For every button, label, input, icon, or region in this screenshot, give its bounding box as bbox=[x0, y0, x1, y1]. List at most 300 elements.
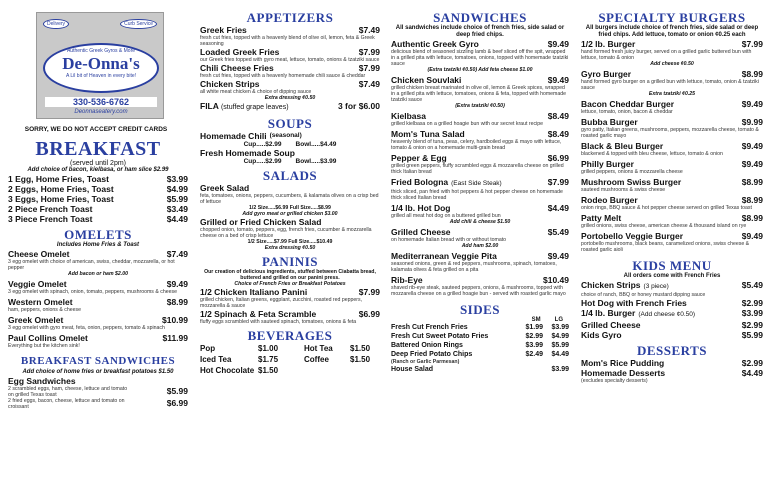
menu-item bbox=[581, 99, 763, 109]
item-price: $3.99 bbox=[741, 308, 763, 318]
item-detail: (East Side Steak) bbox=[451, 180, 502, 187]
item-note: Add gyro meat or grilled chicken $3.00 bbox=[242, 211, 338, 217]
item-price: $9.49 bbox=[741, 141, 763, 151]
breakfast-section bbox=[8, 138, 188, 410]
item-name-wrap bbox=[200, 309, 316, 319]
beverage-price: $1.50 bbox=[350, 344, 371, 353]
item-name-wrap bbox=[200, 79, 260, 89]
side-sm-price: $2.99 bbox=[525, 333, 543, 340]
item-price: $9.49 bbox=[547, 251, 569, 261]
item-name-wrap bbox=[391, 129, 465, 139]
item-description: all white meat chicken & choice of dipping sauce bbox=[200, 89, 312, 95]
logo-phone: 330-536-6762 bbox=[45, 97, 157, 107]
item-name: Bubba Burger bbox=[581, 117, 638, 127]
item-price: $7.99 bbox=[358, 287, 380, 297]
item-name-wrap bbox=[8, 297, 73, 307]
item-price: $10.49 bbox=[543, 275, 569, 285]
item-note: Extra dressing ¢0.50 bbox=[264, 245, 316, 251]
item-name-wrap bbox=[391, 177, 502, 189]
menu-item bbox=[200, 287, 380, 297]
item-name: Patty Melt bbox=[581, 213, 622, 223]
item-price: $8.49 bbox=[547, 111, 569, 121]
item-detail: (Add cheese ¢0.50) bbox=[638, 311, 696, 318]
item-name-wrap bbox=[8, 184, 114, 194]
item-description: (excludes specialty desserts) bbox=[581, 378, 648, 384]
egg-sandwiches-heading: Egg Sandwiches bbox=[8, 376, 76, 386]
menu-item bbox=[8, 333, 188, 343]
salad-item bbox=[200, 217, 380, 227]
side-lg-price: $5.99 bbox=[551, 342, 569, 349]
item-description: shaved rib-eye steak, sauteed peppers, onions, & mushrooms, topped with mozzarella cheese on a grilled hoagie bun - served with roasted garlic mayo bbox=[391, 285, 566, 297]
menu-item bbox=[581, 308, 763, 320]
item-description: feta, tomatoes, onions, peppers, cucumbers, & kalamata olives on a crisp bed of lettuce bbox=[200, 193, 379, 205]
item-price: $2.99 bbox=[741, 320, 763, 330]
menu-item bbox=[391, 153, 569, 163]
appetizers-list bbox=[200, 25, 380, 101]
side-sm-price: $3.99 bbox=[525, 342, 543, 349]
item-name: 1/4 lb. Hot Dog bbox=[391, 203, 451, 213]
item-name-wrap bbox=[391, 39, 479, 49]
item-name: Rodeo Burger bbox=[581, 195, 638, 205]
item-description: gyro patty, Italian greens, mushrooms, peppers, mozzarella cheese, tomato & roasted garlic mayo bbox=[581, 127, 759, 139]
item-name-wrap bbox=[200, 47, 279, 57]
item-name: 3 Eggs, Home Fries, Toast bbox=[8, 194, 114, 204]
soups-title: SOUPS bbox=[267, 116, 313, 131]
breakfast-sandwiches-sub: Add choice of home fries or breakfast potatoes $1.50 bbox=[22, 369, 174, 375]
item-name-wrap bbox=[391, 227, 451, 237]
item-name: 1/2 lb. Burger bbox=[581, 39, 636, 49]
item-name-wrap bbox=[391, 153, 447, 163]
item-name: Mom's Tuna Salad bbox=[391, 129, 465, 139]
beverage-price: $1.50 bbox=[350, 355, 371, 364]
item-name: Veggie Omelet bbox=[8, 279, 67, 289]
salads-list bbox=[200, 183, 380, 251]
sides-list bbox=[391, 323, 569, 374]
item-name: Grilled Cheese bbox=[391, 227, 451, 237]
sides-lg-label: LG bbox=[554, 317, 563, 323]
item-name-wrap bbox=[8, 333, 88, 343]
beverage-name: Iced Tea bbox=[200, 355, 232, 364]
side-sm-price: $2.49 bbox=[525, 351, 543, 358]
item-price: $7.99 bbox=[358, 63, 380, 73]
kids-menu-title: KIDS MENU bbox=[632, 258, 712, 273]
item-price: $8.99 bbox=[741, 69, 763, 79]
item-description: fresh cut fries, topped with a heavenly blend of olive oil, lemon, feta & Greek seasoning bbox=[200, 35, 375, 47]
beverage-name: Pop bbox=[200, 344, 216, 353]
item-name-wrap bbox=[581, 298, 687, 308]
item-name: 1/2 Spinach & Feta Scramble bbox=[200, 309, 317, 319]
soups-list bbox=[200, 131, 380, 165]
menu-item bbox=[391, 75, 569, 85]
menu-item bbox=[391, 203, 569, 213]
item-description: fluffy eggs scrambled with sauteed spinach, tomatoes, onions & feta bbox=[200, 319, 357, 325]
omelets-title: OMELETS bbox=[64, 227, 132, 242]
item-price: $9.99 bbox=[741, 117, 763, 127]
item-description: thick sliced, pan fried with hot peppers & hot pepper cheese on homemade thick sliced Italian bread bbox=[391, 189, 563, 201]
menu-item bbox=[581, 39, 763, 49]
soup-name: Fresh Homemade Soup bbox=[200, 148, 295, 158]
item-price: $8.49 bbox=[547, 129, 569, 139]
menu-item bbox=[581, 159, 763, 169]
item-description: delicious blend of seasoned sizzling lamb & beef sliced off the spit, wrapped in a grilled pita with lettuce, tomatoes, onions, topped with homemade tzatziki sauce bbox=[391, 49, 569, 67]
item-name-wrap bbox=[391, 75, 461, 85]
logo-tagline: Authentic Greek Gyros & More bbox=[66, 48, 136, 54]
item-note: Extra dressing ¢0.50 bbox=[264, 95, 316, 101]
item-name: 3 Piece French Toast bbox=[8, 214, 93, 224]
item-price: $2.99 bbox=[741, 358, 763, 368]
item-price: $6.99 bbox=[547, 153, 569, 163]
salad-name: Grilled or Fried Chicken Salad bbox=[200, 217, 322, 227]
menu-item bbox=[581, 330, 763, 340]
breakfast-served: (served until 2pm) bbox=[69, 160, 127, 167]
logo-slogan: A Lil bit of Heaven in every bite! bbox=[65, 73, 137, 79]
side-sm-price: $1.99 bbox=[525, 324, 543, 331]
item-name: Grilled Cheese bbox=[581, 320, 641, 330]
column-burgers bbox=[577, 0, 768, 497]
side-item bbox=[391, 323, 569, 332]
item-price: $9.49 bbox=[166, 279, 188, 289]
item-name: Mushroom Swiss Burger bbox=[581, 177, 682, 187]
item-name-wrap bbox=[8, 315, 63, 325]
item-price: $5.99 bbox=[166, 386, 188, 396]
item-name-wrap bbox=[581, 99, 674, 109]
item-price: $4.99 bbox=[166, 184, 188, 194]
soup-bowl-price: Bowl.....$4.49 bbox=[295, 141, 337, 148]
fila-name: FILA bbox=[200, 101, 219, 111]
beverage-price: $1.00 bbox=[258, 344, 279, 353]
beverage-row bbox=[200, 365, 380, 376]
item-description: choice of ranch, BBQ or honey mustard dipping sauce bbox=[581, 292, 706, 298]
beverage-row bbox=[200, 343, 380, 354]
burgers-list bbox=[581, 39, 763, 255]
item-price: $5.99 bbox=[166, 194, 188, 204]
item-price: $6.99 bbox=[358, 309, 380, 319]
beverage-row bbox=[200, 354, 380, 365]
beverages-title: BEVERAGES bbox=[247, 328, 333, 343]
item-name: Rib-Eye bbox=[391, 275, 423, 285]
menu-item bbox=[581, 141, 763, 151]
side-item bbox=[391, 332, 569, 341]
egg-sandwich-item bbox=[8, 386, 188, 398]
side-item bbox=[391, 365, 569, 374]
side-item bbox=[391, 350, 569, 359]
item-price: $9.49 bbox=[741, 159, 763, 169]
salad-item bbox=[200, 183, 380, 193]
item-description: grilled chicken breast marinated in olive oil, lemon & Greek spices, wrapped in a grilled pita with lettuce, tomatoes, onions & feta, topped with homemade tzatziki sauce bbox=[391, 85, 567, 103]
item-note: Add cheese ¢0.50 bbox=[650, 61, 694, 67]
beverage-name bbox=[304, 365, 350, 376]
item-description: portobello mushrooms, black beans, caramelized onions, swiss cheese & roasted garlic aioli bbox=[581, 241, 750, 253]
menu-item bbox=[8, 214, 188, 224]
menu-item bbox=[581, 177, 763, 187]
fila-item bbox=[200, 101, 380, 113]
item-price: $8.99 bbox=[741, 213, 763, 223]
soup-cup-price: Cup.....$2.99 bbox=[243, 141, 282, 148]
item-name: Mom's Rice Pudding bbox=[581, 358, 665, 368]
specialty-burgers-sub: All burgers include choice of french fries, side salad or deep fried chips. Add lettuce, tomato or onion ¢0.25 each bbox=[585, 25, 759, 38]
beverage-price bbox=[350, 365, 380, 376]
kids-menu-sub: All orders come with French Fries bbox=[623, 273, 721, 279]
item-name-wrap bbox=[391, 203, 451, 213]
item-name: Kids Gyro bbox=[581, 330, 622, 340]
menu-item bbox=[581, 368, 763, 378]
omelets-sub: Includes Home Fries & Toast bbox=[56, 242, 140, 248]
side-lg-price: $3.99 bbox=[551, 366, 569, 373]
item-name: Greek Omelet bbox=[8, 315, 64, 325]
item-name-wrap bbox=[581, 308, 695, 320]
item-name: Hot Dog with French Fries bbox=[581, 298, 687, 308]
item-name-wrap bbox=[581, 141, 663, 151]
item-description: lettuce, tomato, onion, bacon & cheddar bbox=[581, 109, 673, 115]
item-price: $6.99 bbox=[166, 398, 188, 408]
item-name-wrap bbox=[200, 25, 247, 35]
item-description: grilled peppers, onions & mozzarella cheese bbox=[581, 169, 683, 175]
item-description: chopped onion, tomato, peppers, egg, french fries, cucumber & mozzarella cheese on a bed of crisp lettuce bbox=[200, 227, 372, 239]
side-name: Battered Onion Rings bbox=[391, 342, 463, 349]
item-price: $8.99 bbox=[741, 177, 763, 187]
menu-item bbox=[8, 204, 188, 214]
sides-sm-label: SM bbox=[531, 317, 541, 323]
side-item bbox=[391, 341, 569, 350]
menu-item bbox=[391, 251, 569, 261]
item-name-wrap bbox=[581, 117, 638, 127]
breakfast-list bbox=[8, 174, 188, 224]
item-price: $3.49 bbox=[166, 204, 188, 214]
item-name: Kielbasa bbox=[391, 111, 426, 121]
item-name-wrap bbox=[391, 111, 426, 121]
side-name: Deep Fried Potato Chips bbox=[391, 351, 473, 358]
item-name: Chicken Strips bbox=[581, 280, 641, 290]
item-name-wrap bbox=[200, 287, 307, 297]
restaurant-logo bbox=[36, 12, 164, 119]
omelets-list bbox=[8, 249, 188, 351]
item-name: 1/4 lb. Burger bbox=[581, 308, 636, 318]
item-name: Paul Collins Omelet bbox=[8, 333, 88, 343]
item-name: Gyro Burger bbox=[581, 69, 632, 79]
item-name: 1 Egg, Home Fries, Toast bbox=[8, 174, 109, 184]
egg-sandwich-item bbox=[8, 398, 188, 410]
sandwiches-title: SANDWICHES bbox=[433, 10, 527, 25]
kids-menu-list bbox=[581, 280, 763, 340]
item-name: Authentic Greek Gyro bbox=[391, 39, 479, 49]
item-name: 1/2 Chicken Italiano Panini bbox=[200, 287, 308, 297]
item-price: $4.49 bbox=[741, 368, 763, 378]
item-name-wrap bbox=[8, 194, 114, 204]
logo-name: De-Onna's bbox=[62, 54, 140, 73]
fila-price: 3 for $6.00 bbox=[337, 101, 380, 111]
item-note: (Extra tzatziki ¢0.50) Add feta cheese $1.00 bbox=[427, 67, 533, 73]
delivery-badge: Delivery bbox=[43, 19, 69, 29]
item-name: Portobello Veggie Burger bbox=[581, 231, 684, 241]
beverage-price: $1.75 bbox=[258, 355, 279, 364]
item-name-wrap bbox=[8, 214, 92, 224]
item-price: $3.99 bbox=[166, 174, 188, 184]
item-name: Bacon Cheddar Burger bbox=[581, 99, 675, 109]
item-price: $9.49 bbox=[741, 231, 763, 241]
salad-sizes: 1/2 Size.....$7.99 Full Size.....$10.49 bbox=[247, 239, 333, 245]
item-name: Cheese Omelet bbox=[8, 249, 70, 259]
item-description: hand formed gyro burger on a grilled bun with lettuce, tomato, onion & tzatziki sauce bbox=[581, 79, 759, 91]
item-name-wrap bbox=[8, 204, 92, 214]
item-name: Homemade Desserts bbox=[581, 368, 666, 378]
item-price: $4.49 bbox=[166, 214, 188, 224]
soup-sizes bbox=[200, 158, 380, 165]
column-breakfast bbox=[0, 0, 192, 497]
item-description: on homemade Italian bread with or without tomato bbox=[391, 237, 507, 243]
menu-item bbox=[200, 63, 380, 73]
item-price: $7.99 bbox=[547, 177, 569, 187]
menu-item bbox=[391, 111, 569, 121]
item-name: 2 Piece French Toast bbox=[8, 204, 93, 214]
item-detail: (3 piece) bbox=[643, 283, 669, 290]
menu-item bbox=[8, 279, 188, 289]
item-name-wrap bbox=[581, 280, 669, 292]
item-description: ham, peppers, onions & cheese bbox=[8, 307, 81, 313]
menu-item bbox=[391, 177, 569, 189]
soup-cup-price: Cup.....$2.99 bbox=[243, 158, 282, 165]
item-price: $7.49 bbox=[166, 249, 188, 259]
item-price: $5.49 bbox=[741, 280, 763, 290]
item-name-wrap bbox=[8, 174, 109, 184]
soup-name: Homemade Chili bbox=[200, 131, 267, 141]
side-name: House Salad bbox=[391, 366, 434, 373]
item-note: Extra tzatziki ¢0.25 bbox=[648, 91, 696, 97]
menu-item bbox=[8, 194, 188, 204]
menu-item bbox=[581, 213, 763, 223]
item-description: 3 egg omelet with choice of american, swiss, cheddar, mozzarella, or hot pepper bbox=[8, 259, 175, 271]
menu-item bbox=[391, 129, 569, 139]
item-description: seasoned onions, green & red peppers, mushrooms, spinach, tomatoes, kalamata olives & feta grilled on a pita bbox=[391, 261, 557, 273]
menu-item bbox=[200, 25, 380, 35]
side-lg-price: $3.99 bbox=[551, 324, 569, 331]
item-name-wrap bbox=[581, 358, 664, 368]
item-price: $9.49 bbox=[741, 99, 763, 109]
beverage-name: Hot Chocolate bbox=[200, 366, 255, 375]
item-name-wrap bbox=[581, 159, 634, 169]
soup-bowl-price: Bowl.....$3.99 bbox=[295, 158, 337, 165]
soup-item bbox=[200, 131, 380, 141]
menu-item bbox=[200, 309, 380, 319]
item-name: Chicken Souvlaki bbox=[391, 75, 462, 85]
item-price: $7.49 bbox=[358, 79, 380, 89]
item-name-wrap bbox=[8, 249, 69, 259]
side-lg-price: $4.49 bbox=[551, 351, 569, 358]
item-price: $9.49 bbox=[547, 75, 569, 85]
soup-item bbox=[200, 148, 380, 158]
item-description: grilled green peppers, fluffy scrambled eggs & mozzarella cheese on grilled thick Italian bread bbox=[391, 163, 564, 175]
item-name-wrap bbox=[581, 231, 683, 241]
item-name-wrap bbox=[581, 39, 635, 49]
item-price: $4.49 bbox=[547, 203, 569, 213]
chips-note: (Ranch or Garlic Parmesan) bbox=[391, 359, 460, 365]
item-name: Chicken Strips bbox=[200, 79, 260, 89]
beverage-price: $1.50 bbox=[258, 366, 279, 375]
menu-item bbox=[581, 231, 763, 241]
item-description: sauteed mushrooms & swiss cheese bbox=[581, 187, 666, 193]
specialty-burgers-title: SPECIALTY BURGERS bbox=[598, 10, 746, 25]
side-lg-price: $4.99 bbox=[551, 333, 569, 340]
desserts-title: DESSERTS bbox=[636, 343, 708, 358]
item-description: grilled onions, swiss cheese, american cheese & thousand island on rye bbox=[581, 223, 747, 229]
breakfast-addon: Add choice of bacon, kielbasa, or ham slice $2.99 bbox=[27, 167, 169, 173]
item-note: Add chili & cheese $1.50 bbox=[449, 219, 511, 225]
menu-item bbox=[581, 195, 763, 205]
item-price: $5.99 bbox=[741, 330, 763, 340]
item-description: Everything but the kitchen sink! bbox=[8, 343, 80, 349]
menu-item bbox=[8, 184, 188, 194]
side-sm-price bbox=[515, 365, 543, 374]
item-description: grilled all meat hot dog on a buttered grilled bun bbox=[391, 213, 501, 219]
soup-sizes bbox=[200, 141, 380, 148]
item-name-wrap bbox=[8, 279, 67, 289]
item-price: $5.49 bbox=[547, 227, 569, 237]
item-description: 2 fried eggs, bacon, cheese, lettuce and tomato on croissant bbox=[8, 398, 125, 410]
item-name-wrap bbox=[581, 213, 621, 223]
item-name-wrap bbox=[581, 330, 622, 340]
side-name: Fresh Cut French Fries bbox=[391, 324, 468, 331]
item-description: grilled chicken, Italian greens, eggplant, zucchini, roasted red peppers, mozzarella & sauce bbox=[200, 297, 363, 309]
side-name: Fresh Cut Sweet Potato Fries bbox=[391, 333, 489, 340]
item-description: blackened & topped with bleu cheese, lettuce, tomato & onion bbox=[581, 151, 723, 157]
item-price: $7.99 bbox=[358, 47, 380, 57]
item-description: our Greek fries topped with gyro meat, lettuce, tomato, onions & tzatziki sauce bbox=[200, 57, 380, 63]
item-name-wrap bbox=[391, 251, 497, 261]
menu-item bbox=[200, 79, 380, 89]
item-name-wrap bbox=[581, 177, 681, 187]
column-appetizers bbox=[196, 0, 384, 497]
item-description: 3 egg omelet with spinach, onion, tomato, peppers, mushrooms & cheese bbox=[8, 289, 177, 295]
menu-item bbox=[581, 298, 763, 308]
sandwiches-list bbox=[391, 39, 569, 299]
desserts-list bbox=[581, 358, 763, 384]
item-note: Add bacon or ham $2.00 bbox=[68, 271, 128, 277]
beverages-list bbox=[200, 343, 380, 376]
menu-item bbox=[581, 117, 763, 127]
menu-item bbox=[581, 69, 763, 79]
item-name: Black & Bleu Burger bbox=[581, 141, 664, 151]
item-name: Western Omelet bbox=[8, 297, 73, 307]
paninis-intro: Our creation of delicious ingredients, stuffed between Ciabatta bread, buttered and grilled on our panini press. bbox=[204, 269, 376, 281]
item-description: hand formed fresh juicy burger, served on a grilled garlic buttered bun with lettuce, tomato & onion bbox=[581, 49, 752, 61]
fila-detail: (stuffed grape leaves) bbox=[220, 104, 289, 111]
soup-detail: (seasonal) bbox=[269, 132, 302, 139]
item-note: Add ham $2.00 bbox=[461, 243, 499, 249]
item-description: fresh cut fries, topped with a heavenly homemade chili sauce & cheddar bbox=[200, 73, 366, 79]
item-name-wrap bbox=[391, 275, 423, 285]
menu-item bbox=[8, 249, 188, 259]
beverage-name: Hot Tea bbox=[304, 344, 333, 353]
item-name-wrap bbox=[581, 195, 638, 205]
appetizers-title: APPETIZERS bbox=[246, 10, 334, 25]
item-name: Fried Bologna bbox=[391, 177, 449, 187]
paninis-choice: Choice of French Fries or Breakfast Potatoes bbox=[234, 281, 346, 287]
item-name: Mediterranean Veggie Pita bbox=[391, 251, 497, 261]
item-description: onion rings, BBQ sauce & hot pepper cheese served on grilled Texas toast bbox=[581, 205, 752, 211]
paninis-title: PANINIS bbox=[262, 254, 318, 269]
column-sandwiches bbox=[387, 0, 573, 497]
item-name-wrap bbox=[200, 63, 274, 73]
item-price: $9.49 bbox=[547, 39, 569, 49]
item-price: $7.49 bbox=[358, 25, 380, 35]
item-name: Pepper & Egg bbox=[391, 153, 447, 163]
menu-item bbox=[8, 174, 188, 184]
menu-item bbox=[391, 275, 569, 285]
salads-title: SALADS bbox=[262, 168, 318, 183]
item-price: $2.99 bbox=[741, 298, 763, 308]
menu-item bbox=[581, 280, 763, 292]
item-name: Loaded Greek Fries bbox=[200, 47, 280, 57]
breakfast-sandwiches-list bbox=[8, 386, 188, 410]
